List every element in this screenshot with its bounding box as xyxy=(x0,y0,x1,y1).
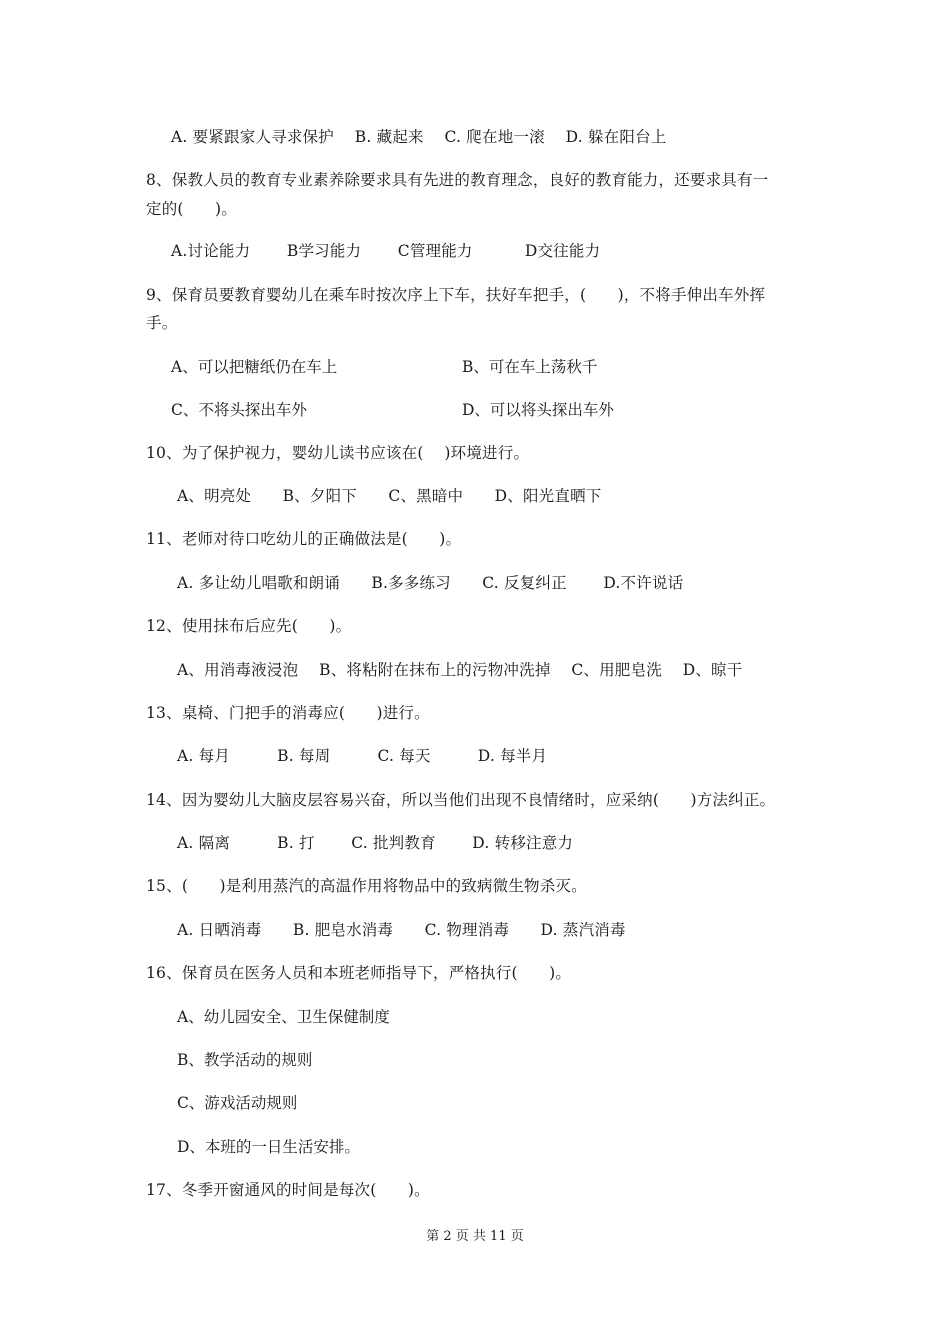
q16-option-c: C、游戏活动规则 xyxy=(177,1094,298,1112)
q8-text-cont: 定的( )。 xyxy=(146,200,237,218)
q7-options: A. 要紧跟家人寻求保护 B. 藏起来 C. 爬在地一滚 D. 躲在阳台上 xyxy=(171,128,667,146)
q9-text: 9、保育员要教育婴幼儿在乘车时按次序上下车，扶好车把手，( )，不将手伸出车外挥 xyxy=(146,286,766,304)
q16-option-d: D、本班的一日生活安排。 xyxy=(177,1138,360,1156)
q12-text: 12、使用抹布后应先( )。 xyxy=(146,617,352,635)
q13-options: A. 每月 B. 每周 C. 每天 D. 每半月 xyxy=(177,747,548,765)
q11-options: A. 多让幼儿唱歌和朗诵 B.多多练习 C. 反复纠正 D.不许说话 xyxy=(177,574,684,592)
q15-options: A. 日晒消毒 B. 肥皂水消毒 C. 物理消毒 D. 蒸汽消毒 xyxy=(177,921,626,939)
q9-option-b: B、可在车上荡秋千 xyxy=(462,358,598,376)
q17-text: 17、冬季开窗通风的时间是每次( )。 xyxy=(146,1181,430,1199)
q16-option-b: B、教学活动的规则 xyxy=(177,1051,313,1069)
q8-text: 8、保教人员的教育专业素养除要求具有先进的教育理念，良好的教育能力，还要求具有一 xyxy=(146,171,769,189)
q10-text: 10、为了保护视力，婴幼儿读书应该在( )环境进行。 xyxy=(146,444,530,462)
page-footer: 第 2 页 共 11 页 xyxy=(426,1229,524,1244)
q11-text: 11、老师对待口吃幼儿的正确做法是( )。 xyxy=(146,530,462,548)
q8-options: A.讨论能力 B学习能力 C管理能力 D交往能力 xyxy=(171,242,601,260)
q15-text: 15、( )是利用蒸汽的高温作用将物品中的致病微生物杀灭。 xyxy=(146,877,587,895)
q14-text: 14、因为婴幼儿大脑皮层容易兴奋，所以当他们出现不良情绪时，应采纳( )方法纠正。 xyxy=(146,791,776,809)
q16-text: 16、保育员在医务人员和本班老师指导下，严格执行( )。 xyxy=(146,964,572,982)
q16-option-a: A、幼儿园安全、卫生保健制度 xyxy=(177,1008,390,1026)
q10-options: A、明亮处 B、夕阳下 C、黑暗中 D、阳光直晒下 xyxy=(177,487,602,505)
q9-option-d: D、可以将头探出车外 xyxy=(462,401,614,419)
q12-options: A、用消毒液浸泡 B、将粘附在抹布上的污物冲洗掉 C、用肥皂洗 D、晾干 xyxy=(177,661,743,679)
q9-option-c: C、不将头探出车外 xyxy=(171,401,307,419)
q14-options: A. 隔离 B. 打 C. 批判教育 D. 转移注意力 xyxy=(177,834,574,852)
q9-option-a: A、可以把糖纸仍在车上 xyxy=(171,358,338,376)
q9-text-cont: 手。 xyxy=(146,314,178,332)
q13-text: 13、桌椅、门把手的消毒应( )进行。 xyxy=(146,704,430,722)
